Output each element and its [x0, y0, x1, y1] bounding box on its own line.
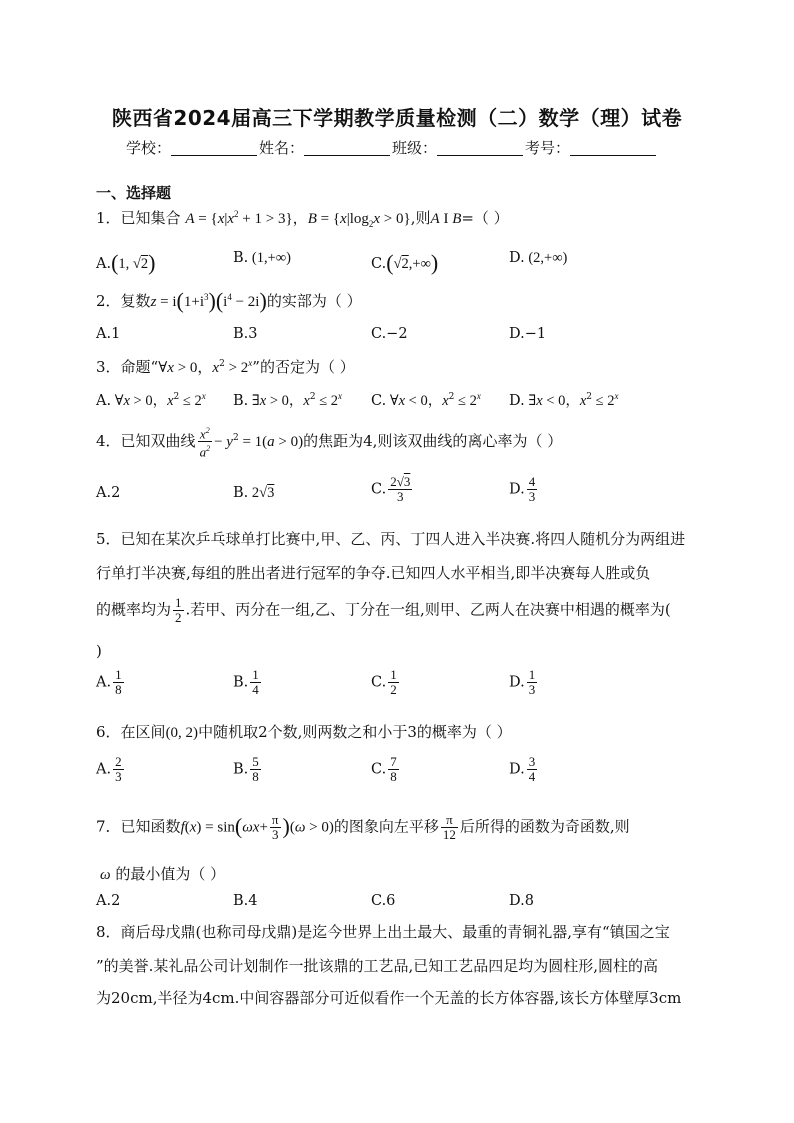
option-c[interactable]: C.(√2,+∞)	[371, 250, 439, 275]
option-d[interactable]: D. $\frac{1}{3}$	[509, 667, 536, 697]
name-blank[interactable]	[304, 141, 390, 156]
class-blank[interactable]	[437, 141, 523, 156]
question-number: 6．	[96, 723, 121, 741]
question-text: 已知集合	[120, 209, 181, 227]
option-a[interactable]: A.(1, √2)	[96, 250, 156, 275]
question-number: 3．	[96, 358, 121, 376]
option-b[interactable]: B. $\frac{1}{4}$	[233, 667, 259, 697]
option-d[interactable]: D.−1	[509, 326, 547, 342]
option-a[interactable]: A.2	[96, 485, 121, 501]
question-text: 则	[415, 209, 431, 227]
option-c[interactable]: C. ∀x < 0，$x^2 \le 2^x$	[371, 391, 481, 409]
option-c[interactable]: C.6	[371, 893, 396, 909]
option-b[interactable]: B. 2√3	[233, 485, 275, 501]
question-5-line-4: )	[96, 642, 102, 660]
question-text: 的焦距为4,则该双曲线的离心率为（ ）	[303, 431, 563, 450]
question-text: ”的否定为（ ）	[252, 358, 355, 376]
option-c[interactable]: C. $\frac{2√3}{3}$	[371, 474, 411, 504]
question-8-line-2: ”的美誉.某礼品公司计划制作一批该鼎的工艺品,已知工艺品四足均为圆柱形,圆柱的高	[96, 957, 658, 975]
page-title: 陕西省2024届高三下学期教学质量检测（二）数学（理）试卷	[111, 106, 683, 130]
option-b[interactable]: B. (1,+∞)	[233, 250, 291, 266]
number-blank[interactable]	[570, 141, 656, 156]
question-5-line-2: 行单打半决赛,每组的胜出者进行冠军的争夺.已知四人水平相当,即半决赛每人胜或负	[96, 564, 651, 582]
question-4: 4．已知双曲线 $\frac{x^2}{a^2}$ − $y^2 = 1(a > 0)$的焦距为4,则该双曲线的离心率为（ ）	[96, 426, 563, 460]
question-2: 2．复数$z = i(1+i^3)(i^4 - 2i)$的实部为（ ）	[96, 288, 362, 313]
option-b[interactable]: B. ∃x > 0，$x^2 \le 2^x$	[233, 391, 343, 409]
section-heading: 一、选择题	[96, 184, 172, 202]
question-number: 7．	[96, 817, 121, 836]
math-expression: A	[185, 211, 195, 227]
question-8-line-3: 为20cm,半径为4cm.中间容器部分可近似看作一个无盖的长方体容器,该长方体壁厚3cm	[96, 989, 682, 1007]
option-a[interactable]: A. $\frac{1}{8}$	[96, 667, 122, 697]
name-label: 姓名：	[259, 139, 305, 157]
option-a[interactable]: A. ∀x > 0，$x^2 \le 2^x$	[96, 391, 206, 409]
option-d[interactable]: D. (2,+∞)	[509, 250, 568, 266]
question-5-line-1: 5．已知在某次乒乓球单打比赛中,甲、乙、丙、丁四人进入半决赛.将四人随机分为两组进	[96, 530, 686, 548]
option-d[interactable]: D. $\frac{4}{3}$	[509, 474, 536, 504]
option-b[interactable]: B.3	[233, 326, 258, 342]
option-d[interactable]: D. $\frac{3}{4}$	[509, 754, 536, 784]
question-text: 后所得的函数为奇函数,则	[459, 817, 630, 836]
question-text: 已知函数	[120, 817, 181, 836]
question-text: 中随机取2个数,则两数之和小于3的概率为（ ）	[198, 723, 512, 741]
option-a[interactable]: A.1	[96, 326, 121, 342]
question-text: 已知双曲线	[120, 431, 196, 450]
option-c[interactable]: C.−2	[371, 326, 408, 342]
option-d[interactable]: D. ∃x < 0，$x^2 \le 2^x$	[509, 391, 619, 409]
option-b[interactable]: B. $\frac{5}{8}$	[233, 754, 259, 784]
number-label: 考号：	[525, 139, 571, 157]
question-number: 4．	[96, 431, 121, 450]
question-text: 的图象向左平移	[333, 817, 439, 836]
question-text: 命题“	[120, 358, 159, 376]
question-8-line-1: 8．商后母戊鼎(也称司母戊鼎)是迄今世界上出土最大、最重的青铜礼器,享有“镇国之宝	[96, 923, 670, 941]
school-blank[interactable]	[171, 141, 257, 156]
option-c[interactable]: C. $\frac{1}{2}$	[371, 667, 397, 697]
school-label: 学校：	[126, 139, 172, 157]
question-1: 1．已知集合 $A = \{x|x^2 + 1 > 3\}$，$B = \{x|\log_2x > 0\}$,则A I B=（ ）	[96, 209, 509, 229]
option-a[interactable]: A. $\frac{2}{3}$	[96, 754, 122, 784]
question-7: 7．已知函数f(x) = sin(ωx+ $\frac{\pi}{3}$ )(ω > 0)的图象向左平移 $\frac{\pi}{12}$ 后所得的函数为奇函数,则	[96, 812, 630, 842]
option-c[interactable]: C. $\frac{7}{8}$	[371, 754, 397, 784]
question-5-line-3: 的概率均为 $\frac{1}{2}$ .若甲、丙分在一组,乙、丁分在一组,则甲、乙两人在决赛中相遇的概率为(	[96, 595, 671, 625]
question-text: 在区间	[120, 723, 166, 741]
option-a[interactable]: A.2	[96, 893, 121, 909]
option-b[interactable]: B.4	[233, 893, 258, 909]
class-label: 班级：	[392, 139, 438, 157]
question-text: =（ ）	[461, 209, 509, 227]
question-number: 2．	[96, 292, 121, 310]
question-7-line-2: ω 的最小值为（ ）	[100, 865, 226, 883]
student-info-row	[126, 137, 658, 158]
option-d[interactable]: D.8	[509, 893, 534, 909]
question-6: 6．在区间(0, 2)中随机取2个数,则两数之和小于3的概率为（ ）	[96, 723, 512, 741]
question-text: 复数	[120, 292, 151, 310]
question-number: 1．	[96, 209, 121, 227]
question-text: 的实部为（ ）	[266, 292, 362, 310]
question-3: 3．命题“∀x > 0，$x^2 > 2^x$”的否定为（ ）	[96, 358, 355, 376]
